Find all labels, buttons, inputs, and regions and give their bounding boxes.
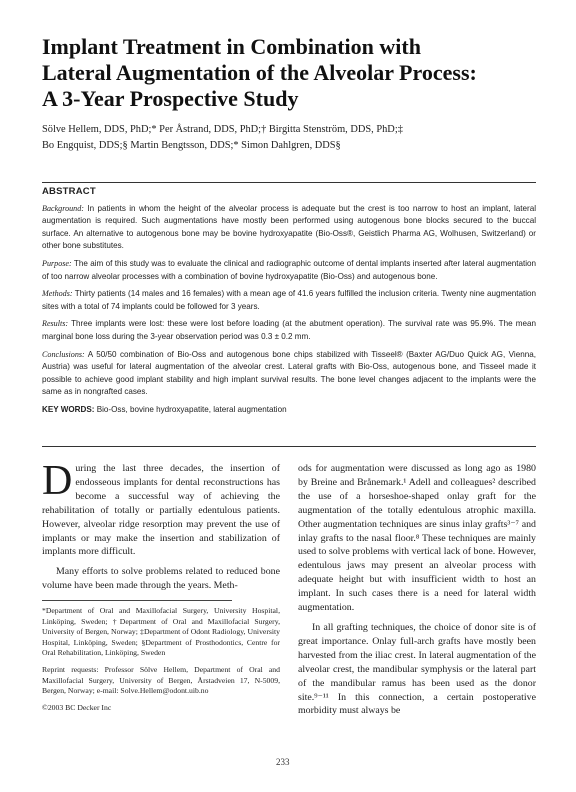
body-paragraph: ods for augmentation were discussed as long ago as 1980 by Breine and Brånemark.¹ Adell and colleagues² described the use of a horseshoe-shaped onlay graft for the augmentation of the totally edentulous atrophic maxilla. Other augmentation techniques are sinus inlay grafts³⁻⁷ and inlay grafts to the nasal floor.⁸ These techniques are mainly used to solve problems with vertical lack of bone. However, edentulous jaws may present an alveolar process with adequate height but with insufficient width to host an implant. In such cases there is a need for lateral width augmentation. bbox=[298, 463, 536, 614]
abstract-keywords bbox=[42, 404, 536, 417]
body-paragraph: In all grafting techniques, the choice of donor site is of great importance. Onlay full-arch grafts have mostly been harvested from the iliac crest. In lateral augmentation of the alveolar crest, the mandibular symphysis or the lateral part of the mandibular ramus has been used as the donor site.⁹⁻¹¹ In this connection, a certain postoperative morbidity must always be bbox=[298, 621, 536, 717]
background-text: In patients in whom the height of the alveolar process is adequate but the crest is too narrow to host an implant, lateral augmentation is required. Such augmentations have mostly been performed using autogenous bone blocks secured to the buccal surface. An alternative to autogenous bone may be bovine hydroxyapatite (Bio-Oss®, Geistlich Pharma AG, Wolhusen, Switzerland) or other bone substitutes. bbox=[42, 203, 536, 251]
body-column-left bbox=[42, 458, 280, 593]
intro-text: uring the last three decades, the insertion of endosseous implants for dental reconstructions has become a successful way of achieving the rehabilitation of totally or partially edentulous patients. However, alveolar ridge resorption may prevent the use of implants or may make the insertion and stabilization of implants more difficult. bbox=[42, 463, 280, 558]
abstract-purpose bbox=[42, 258, 536, 283]
results-label: Results: bbox=[42, 319, 69, 329]
intro-paragraph bbox=[42, 458, 280, 559]
page-number: 233 bbox=[276, 757, 290, 767]
body-paragraph: Many efforts to solve problems related to reduced bone volume have been made through the years. Meth- bbox=[42, 566, 280, 592]
abstract-top-rule bbox=[42, 182, 536, 183]
abstract-bottom-rule bbox=[42, 446, 536, 447]
footnote-rule bbox=[42, 600, 232, 601]
abstract-methods bbox=[42, 288, 536, 313]
article-title bbox=[42, 34, 542, 112]
conclusions-label: Conclusions: bbox=[42, 349, 85, 359]
conclusions-text: A 50/50 combination of Bio-Oss and autogenous bone chips stabilized with Tisseel® (Baxter AG/Duo Quick AG, Vienna, Austria) was useful for lateral augmentation of the alveolar crest. Lateral grafts with Bio-Oss, autogenous bone, and Tisseel made it possible to achieve good implant stability and high implant survival results. The bone level changes adjacent to the implants were the same as in nongrafted cases. bbox=[42, 349, 536, 397]
methods-label: Methods: bbox=[42, 289, 73, 299]
affiliations-footnote: *Department of Oral and Maxillofacial Surgery, University Hospital, Linköping, Sweden; †Department of Oral and Maxillofacial Surgery, University of Bergen, Norway; ‡Department of Odont Radiology, University Hospital, Linköping, Sweden; §Department of Prosthodontics, Centre for Oral Rehabilitation, Linköping, Sweden bbox=[42, 606, 280, 658]
abstract-section bbox=[42, 186, 536, 422]
authors-line-1: Sölve Hellem, DDS, PhD;* Per Åstrand, DDS, PhD;† Birgitta Stenström, DDS, PhD;‡ bbox=[42, 124, 403, 135]
title-line-2: Lateral Augmentation of the Alveolar Process: bbox=[42, 60, 477, 85]
purpose-label: Purpose: bbox=[42, 258, 72, 268]
results-text: Three implants were lost: these were lost before loading (at the abutment operation). The survival rate was 95.9%. The mean marginal bone loss during the 3-year observation period was 0.3 ± 0.2 mm. bbox=[42, 319, 536, 341]
copyright-notice: ©2003 BC Decker Inc bbox=[42, 702, 112, 712]
keywords-text: Bio-Oss, bovine hydroxyapatite, lateral augmentation bbox=[94, 404, 287, 414]
abstract-conclusions bbox=[42, 349, 536, 399]
body-column-right bbox=[298, 462, 536, 718]
keywords-label: KEY WORDS: bbox=[42, 404, 95, 414]
reprint-footnote: Reprint requests: Professor Sölve Hellem, Department of Oral and Maxillofacial Surgery, University of Bergen, Årstadveien 17, N-5009, Bergen, Norway; e-mail: Solve.Hellem@odont.uib.no bbox=[42, 664, 280, 696]
background-label: Background: bbox=[42, 203, 84, 213]
footnotes bbox=[42, 606, 280, 719]
abstract-results bbox=[42, 318, 536, 343]
authors-line-2: Bo Engquist, DDS;§ Martin Bengtsson, DDS;* Simon Dahlgren, DDS§ bbox=[42, 140, 341, 151]
abstract-background bbox=[42, 203, 536, 253]
purpose-text: The aim of this study was to evaluate the clinical and radiographic outcome of dental implants inserted after lateral augmentation of too narrow alveolar processes with a combination of bovine hydroxyapatite (Bio-Oss) and autogenous bone. bbox=[42, 258, 536, 281]
title-line-1: Implant Treatment in Combination with bbox=[42, 34, 421, 59]
author-list bbox=[42, 122, 542, 154]
methods-text: Thirty patients (14 males and 16 females) with a mean age of 41.6 years fulfilled the inclusion criteria. Twenty nine augmentation sites with a total of 74 implants could be followed for 3 years. bbox=[42, 289, 536, 311]
drop-cap: D bbox=[42, 458, 73, 504]
abstract-heading: ABSTRACT bbox=[42, 186, 96, 197]
title-line-3: A 3-Year Prospective Study bbox=[42, 86, 299, 111]
